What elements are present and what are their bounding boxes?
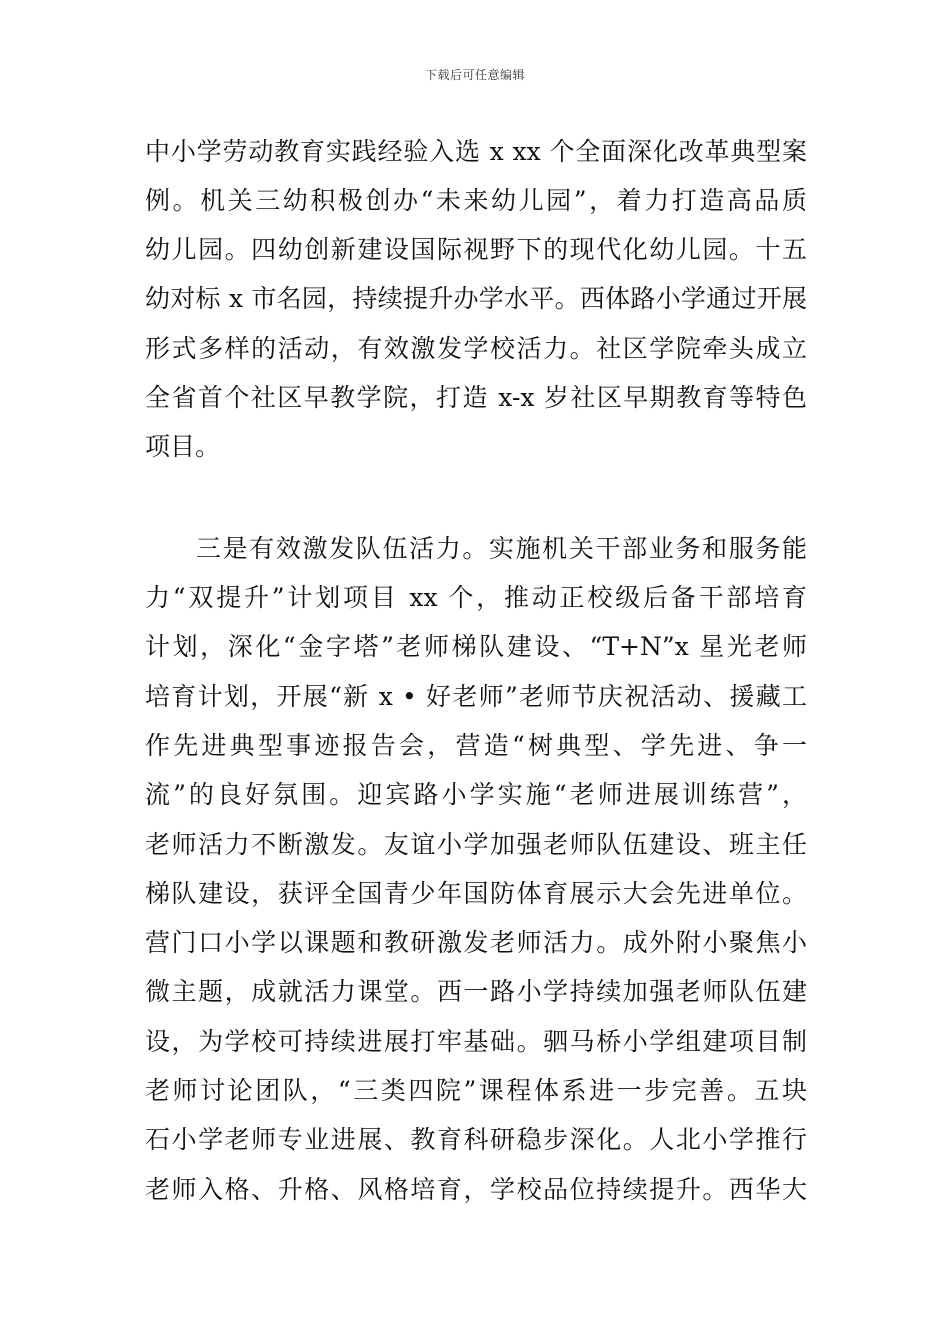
paragraph-line: 幼儿园。四幼创新建设国际视野下的现代化幼儿园。十五 xyxy=(145,235,807,264)
paragraph-line: 三是有效激发队伍活力。实施机关干部业务和服务能 xyxy=(196,534,807,563)
paragraph-line: 形式多样的活动，有效激发学校活力。社区学院牵头成立 xyxy=(145,334,807,363)
paragraph-line: 老师活力不断激发。友谊小学加强老师队伍建设、班主任 xyxy=(145,830,807,859)
paragraph-line: 作先进典型事迹报告会，营造“树典型、学先进、争一 xyxy=(145,731,807,760)
paragraph-line: 计划，深化“金字塔”老师梯队建设、“T+N”x 星光老师 xyxy=(145,632,807,661)
paragraph-line: 全省首个社区早教学院，打造 x-x 岁社区早期教育等特色 xyxy=(145,383,807,412)
paragraph-line: 微主题，成就活力课堂。西一路小学持续加强老师队伍建 xyxy=(145,977,807,1006)
paragraph-line: 设，为学校可持续进展打牢基础。驷马桥小学组建项目制 xyxy=(145,1027,807,1056)
paragraph-line: 幼对标 x 市名园，持续提升办学水平。西体路小学通过开展 xyxy=(145,284,807,313)
paragraph-line: 流”的良好氛围。迎宾路小学实施“老师进展训练营”， xyxy=(145,780,807,809)
paragraph-line: 老师讨论团队，“三类四院”课程体系进一步完善。五块 xyxy=(145,1076,807,1105)
paragraph-line: 石小学老师专业进展、教育科研稳步深化。人北小学推行 xyxy=(145,1125,807,1154)
paragraph-line: 中小学劳动教育实践经验入选 x xx 个全面深化改革典型案 xyxy=(145,137,807,166)
paragraph-line: 营门口小学以课题和教研激发老师活力。成外附小聚焦小 xyxy=(145,928,807,957)
paragraph-line: 培育计划，开展“新 x • 好老师”老师节庆祝活动、援藏工 xyxy=(145,682,807,711)
paragraph-line: 项目。 xyxy=(145,432,221,461)
page-header-note: 下载后可任意编辑 xyxy=(424,68,525,82)
paragraph-line: 老师入格、升格、风格培育，学校品位持续提升。西华大 xyxy=(145,1175,807,1204)
paragraph-line: 力“双提升”计划项目 xx 个，推动正校级后备干部培育 xyxy=(145,583,807,612)
paragraph-line: 例。机关三幼积极创办“未来幼儿园”，着力打造高品质 xyxy=(145,186,807,215)
paragraph-line: 梯队建设，获评全国青少年国防体育展示大会先进单位。 xyxy=(145,879,807,908)
